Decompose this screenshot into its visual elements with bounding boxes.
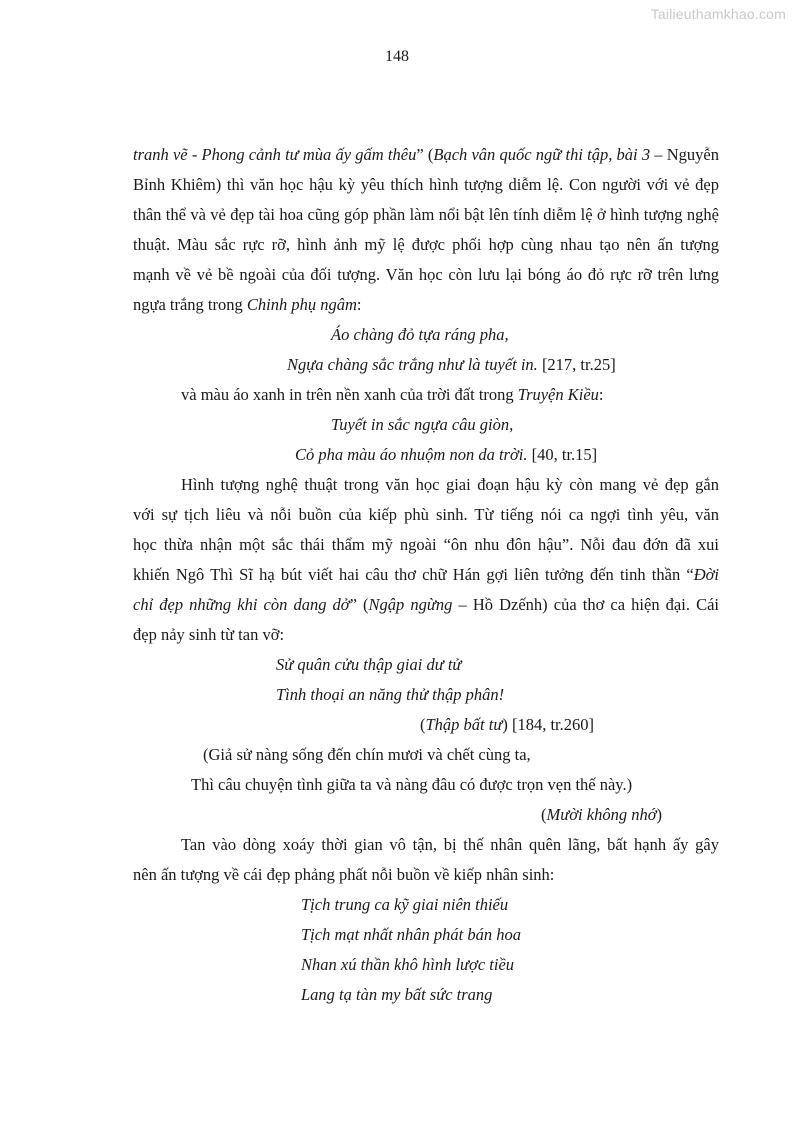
italic-text: Nhan xú thần khô hình lược tiều bbox=[301, 955, 515, 974]
page-body bbox=[133, 140, 719, 1010]
italic-text: Áo chàng đỏ tựa ráng pha, bbox=[331, 325, 509, 344]
italic-text: Ngập ngừng bbox=[368, 595, 453, 614]
italic-text: chỉ đẹp những khi còn dang dở bbox=[133, 595, 350, 614]
italic-text: tranh vẽ - Phong cảnh tư mùa ấy gấm thêu bbox=[133, 145, 417, 164]
paragraph-line: Hình tượng nghệ thuật trong văn học giai đoạn hậu kỳ còn mang vẻ đẹp gắn bbox=[181, 475, 719, 494]
italic-text: Tình thoại an năng thử thập phân! bbox=[276, 685, 505, 704]
italic-text: Chinh phụ ngâm bbox=[246, 295, 357, 314]
text: ngựa trắng trong bbox=[133, 295, 247, 314]
verse-line bbox=[133, 650, 719, 680]
watermark: Tailieuthamkhao.com bbox=[650, 6, 786, 22]
italic-text: Đời bbox=[693, 565, 719, 584]
paragraph-line: Bỉnh Khiêm) thì văn học hậu kỳ yêu thích hình tượng diễm lệ. Con người với vẻ đẹp bbox=[133, 175, 719, 194]
translation-source bbox=[133, 800, 719, 830]
paragraph-line: thân thể và vẻ đẹp tài hoa cũng góp phần làm nổi bật lên tính diễm lệ ở hình tượng nghệ bbox=[133, 205, 719, 224]
verse-line bbox=[133, 320, 719, 350]
italic-text: Lang tạ tàn my bất sức trang bbox=[301, 985, 493, 1004]
text: ( bbox=[541, 805, 547, 824]
translation-line: (Giả sử nàng sống đến chín mươi và chết cùng ta, bbox=[203, 745, 531, 764]
verse-line bbox=[133, 950, 719, 980]
text: ” ( bbox=[349, 595, 369, 614]
paragraph-line: với sự tịch liêu và nỗi buồn của kiếp phù sinh. Từ tiếng nói ca ngợi tình yêu, văn bbox=[133, 505, 719, 524]
paragraph-line: học thừa nhận một sắc thái thẩm mỹ ngoài “ôn nhu đôn hậu”. Nỗi đau đớn đã xui bbox=[133, 535, 719, 554]
italic-text: Ngựa chàng sắc trắng như là tuyết in. bbox=[287, 355, 538, 374]
verse-line bbox=[133, 680, 719, 710]
citation: ) [184, tr.260] bbox=[502, 715, 595, 734]
italic-text: Bạch vân quốc ngữ thi tập, bài 3 bbox=[433, 145, 651, 164]
italic-text: Tuyết in sắc ngựa câu giòn, bbox=[331, 415, 514, 434]
italic-text: Cỏ pha màu áo nhuộm non da trời. bbox=[295, 445, 528, 464]
verse-line bbox=[133, 920, 719, 950]
citation: [217, tr.25] bbox=[537, 355, 616, 374]
verse-source bbox=[133, 710, 719, 740]
paragraph-line bbox=[133, 290, 719, 320]
italic-text: Tịch trung ca kỹ giai niên thiếu bbox=[301, 895, 509, 914]
italic-text: Tịch mạt nhất nhân phát bán hoa bbox=[301, 925, 522, 944]
paragraph-line: mạnh về vẻ bề ngoài của đối tượng. Văn học còn lưu lại bóng áo đỏ rực rỡ trên lưng bbox=[133, 265, 719, 284]
translation-line: Thì câu chuyện tình giữa ta và nàng đâu có được trọn vẹn thế này.) bbox=[191, 775, 633, 794]
italic-text: Mười không nhớ bbox=[546, 805, 657, 824]
paragraph-line bbox=[133, 590, 719, 620]
verse-line bbox=[133, 350, 719, 380]
italic-text: Thập bất tư bbox=[425, 715, 503, 734]
verse-line bbox=[133, 980, 719, 1010]
page-number: 148 bbox=[385, 48, 409, 65]
verse-line bbox=[133, 410, 719, 440]
text: ( bbox=[420, 715, 426, 734]
text: – Nguyễn bbox=[650, 145, 719, 164]
paragraph-line: nên ấn tượng về cái đẹp phảng phất nỗi buồn về kiếp nhân sinh: bbox=[133, 865, 555, 884]
text: ) bbox=[656, 805, 663, 824]
text: ” ( bbox=[416, 145, 434, 164]
text: khiến Ngô Thì Sĩ hạ bút viết hai câu thơ chữ Hán gợi liên tưởng đến tinh thần “ bbox=[133, 565, 694, 584]
paragraph-line bbox=[133, 560, 719, 590]
text: : bbox=[356, 295, 362, 314]
paragraph-line: đẹp nảy sinh từ tan vỡ: bbox=[133, 625, 285, 644]
paragraph-line bbox=[133, 380, 719, 410]
citation: [40, tr.15] bbox=[527, 445, 598, 464]
text: – Hồ Dzếnh) của thơ ca hiện đại. Cái bbox=[452, 595, 719, 614]
text: và màu áo xanh in trên nền xanh của trời đất trong bbox=[181, 385, 518, 404]
paragraph-line: thuật. Màu sắc rực rỡ, hình ảnh mỹ lệ được phối hợp cùng nhau tạo nên ấn tượng bbox=[133, 235, 719, 254]
paragraph-line bbox=[133, 140, 719, 170]
paragraph-line: Tan vào dòng xoáy thời gian vô tận, bị thế nhân quên lãng, bất hạnh ấy gây bbox=[181, 835, 719, 854]
italic-text: Sử quân cửu thập giai dư tử bbox=[276, 655, 462, 674]
text: : bbox=[598, 385, 604, 404]
verse-line bbox=[133, 890, 719, 920]
verse-line bbox=[133, 440, 719, 470]
italic-text: Truyện Kiều bbox=[517, 385, 599, 404]
